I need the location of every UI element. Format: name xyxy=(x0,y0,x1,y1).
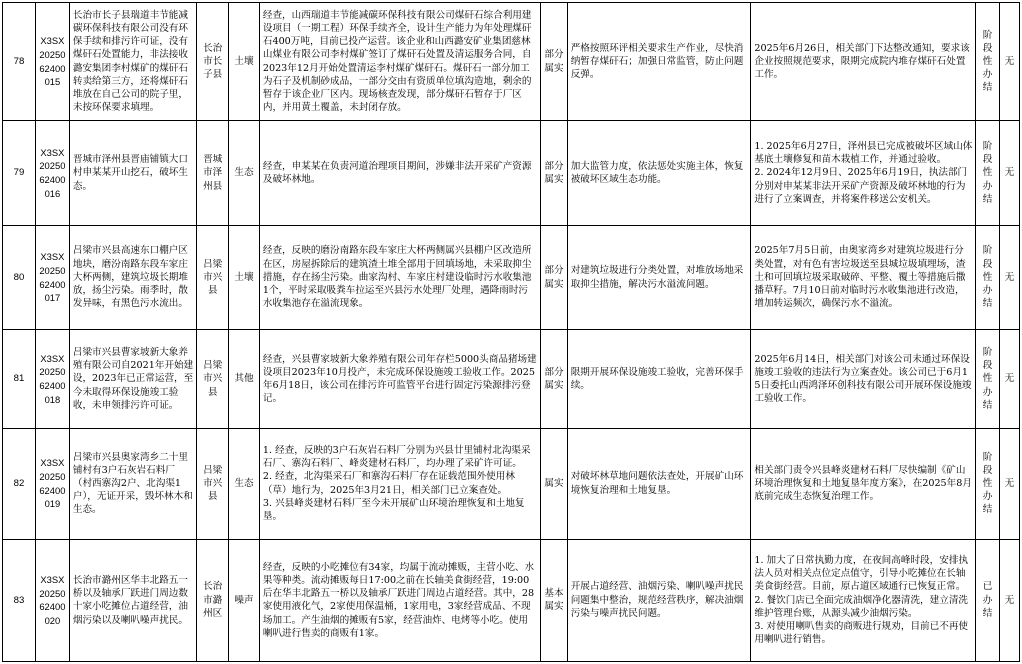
row-index: 79 xyxy=(3,121,36,226)
accountability-note: 无 xyxy=(999,225,1019,330)
row-index: 81 xyxy=(3,330,36,428)
administrative-area: 吕梁市兴县 xyxy=(197,330,229,428)
administrative-area: 晋城市泽州县 xyxy=(197,121,229,226)
verification-verdict: 部分属实 xyxy=(541,121,568,226)
completion-stage: 阶段性办结 xyxy=(976,225,999,330)
complaint-content: 吕梁市兴县曹家坡新大象养殖有限公司自2021年开始建设，2023年已正常运营，至今未取得环保设施竣工验收，未申领排污许可证。 xyxy=(69,330,196,428)
investigation-result: 1. 经查，反映的3户石灰岩石料厂分别为兴县廿里铺村北沟渠采石厂、寨沟石料厂、峰炎建材石料厂，均办理了采矿许可证。 2. 经查，北沟渠采石厂和寨沟石料厂存在证载范围外使用林（草）地行为，2025年3月21日，相关部门已立案查处。 3. 兴县峰炎建材石料厂至今未开展矿山环境治理恢复和土地复垦。 xyxy=(259,428,540,539)
complaint-table xyxy=(2,2,1020,662)
investigation-result: 经查，反映的磨汾南路东段车家庄大杯两侧属兴县棚户区改造所在区，房屋拆除后的建筑渣土堆全部用于回填场地，未采取抑尘措施，存在扬尘污染。曲家沟村、车家庄村建设临时污水收集池1个，平时采取吸粪车拉运至兴县污水处理厂处理，遇降雨时污水收集池存在溢流现象。 xyxy=(259,225,540,330)
completion-stage: 阶段性办结 xyxy=(976,428,999,539)
verification-verdict: 部分属实 xyxy=(541,330,568,428)
accountability-note: 无 xyxy=(999,330,1019,428)
completion-stage: 阶段性办结 xyxy=(976,121,999,226)
complaint-content: 长治市潞州区华丰北路五一桥以及轴承厂跃进门周边数十家小吃摊位占道经营，油烟污染以及喇叭噪声扰民。 xyxy=(69,539,196,661)
accountability-note: 无 xyxy=(999,3,1019,121)
handling-measures: 严格按照环评相关要求生产作业，尽快消纳暂存煤矸石；加强日常监管，防止问题反弹。 xyxy=(567,3,751,121)
pollution-type: 生态 xyxy=(229,428,260,539)
accountability-note: 无 xyxy=(999,121,1019,226)
case-code: X3SX2025062400016 xyxy=(35,121,69,226)
complaint-content: 长治市长子县瑞道丰节能减碳环保科技有限公司没有环保手续和排污许可证，没有煤矸石处置能力，非法接收潞安集团李村煤矿的煤矸石转卖给第三方，还将煤矸石堆放在自己公司的院子里，未按环保要求填埋。 xyxy=(69,3,196,121)
investigation-result: 经查，兴县曹家坡新大象养殖有限公司年存栏5000头商品猪场建设项目2023年10月投产，未完成环保设施竣工验收工作。2025年6月18日，该公司在排污许可监管平台进行固定污染源排污登记。 xyxy=(259,330,540,428)
administrative-area: 长治市长子县 xyxy=(197,3,229,121)
handling-measures: 对破坏林草地问题依法查处，开展矿山环境恢复治理和土地复垦。 xyxy=(567,428,751,539)
pollution-type: 噪声 xyxy=(229,539,260,661)
row-index: 80 xyxy=(3,225,36,330)
pollution-type: 其他 xyxy=(229,330,260,428)
administrative-area: 长治市潞州区 xyxy=(197,539,229,661)
case-code: X3SX2025062400018 xyxy=(35,330,69,428)
investigation-result: 经查，山西瑞道丰节能减碳环保科技有限公司煤矸石综合利用建设项目（一期工程）环保手续齐全，设计生产能力为年处理煤矸石400万吨，目前已投产运营。该企业和山西潞安矿业集团慈林山煤业有限公司李村煤矿签订了煤矸石处置及清运服务合同，自2023年12月开始处置清运李村煤矿煤矸石。煤矸石一部分加工为石子及机制砂成品，一部分交由有资质单位填沟造地，剩余的暂存于该企业厂区内。现场核查发现，部分煤矸石暂存于厂区内，并用黄土覆盖，未封闭存放。 xyxy=(259,3,540,121)
complaint-content: 晋城市泽州县晋庙铺镇大口村申某某开山挖石，破坏生态。 xyxy=(69,121,196,226)
pollution-type: 土壤 xyxy=(229,3,260,121)
rectification-progress: 1. 2025年6月27日，泽州县已完成被破坏区域山体基底土壤修复和苗木栽植工作，并通过验收。 2. 2024年12月9日、2025年6月19日，执法部门分别对申某某非法开采矿产资源及破坏林地的行为进行了立案调查，并将案件移送公安机关。 xyxy=(751,121,976,226)
pollution-type: 土壤 xyxy=(229,225,260,330)
accountability-note: 无 xyxy=(999,428,1019,539)
administrative-area: 吕梁市兴县 xyxy=(197,225,229,330)
verification-verdict: 部分属实 xyxy=(541,3,568,121)
handling-measures: 限期开展环保设施竣工验收，完善环保手续。 xyxy=(567,330,751,428)
row-index: 83 xyxy=(3,539,36,661)
completion-stage: 阶段性办结 xyxy=(976,3,999,121)
table-row xyxy=(3,539,1020,661)
verification-verdict: 基本属实 xyxy=(541,539,568,661)
case-code: X3SX2025062400019 xyxy=(35,428,69,539)
row-index: 82 xyxy=(3,428,36,539)
handling-measures: 开展占道经营、油烟污染、喇叭噪声扰民问题集中整治，规范经营秩序，解决油烟污染与噪声扰民问题。 xyxy=(567,539,751,661)
table-row xyxy=(3,428,1020,539)
verification-verdict: 属实 xyxy=(541,428,568,539)
verification-verdict: 部分属实 xyxy=(541,225,568,330)
rectification-progress: 2025年7月5日前，由奥家湾乡对建筑垃圾进行分类处置，对有色有害垃圾送至县城垃圾填埋场，渣土和可回填垃圾采取破碎、平整、覆土等措施后撒播草籽。7月10日前对临时污水收集池进行改造，增加转运频次，确保污水不溢流。 xyxy=(751,225,976,330)
complaint-content: 吕梁市兴县高速东口棚户区地块，磨汾南路东段车家庄大杯两侧，建筑垃圾长期堆放，扬尘污染。雨季时，散发异味，有黑色污水流出。 xyxy=(69,225,196,330)
case-code: X3SX2025062400017 xyxy=(35,225,69,330)
completion-stage: 阶段性办结 xyxy=(976,330,999,428)
investigation-result: 经查，申某某在负责河道治理项目期间，涉嫌非法开采矿产资源及破坏林地。 xyxy=(259,121,540,226)
table-row xyxy=(3,330,1020,428)
rectification-progress: 1. 加大了日常执勤力度，在夜间高峰时段，安排执法人员对相关点位定点值守，引导小吃摊位在长轴美食街经营。目前，原占道区域通行已恢复正常。 2. 餐饮门店已全面完成油烟净化器清洗，建立清洗维护管理台账，从源头减少油烟污染。 3. 对使用喇叭售卖的商贩进行规劝，目前已不再使用喇叭进行销售。 xyxy=(751,539,976,661)
completion-stage: 已办结 xyxy=(976,539,999,661)
handling-measures: 对建筑垃圾进行分类处置，对堆放场地采取抑尘措施，解决污水溢流问题。 xyxy=(567,225,751,330)
investigation-result: 经查，反映的小吃摊位有34家，均属于流动摊贩，主营小吃、水果等种类。流动摊贩每日17:00之前在长轴美食街经营，19:00后在华丰北路五一桥以及轴承厂跃进门周边占道经营。其中，28家使用液化气，2家使用保温桶，1家用电，3家经营成品、不现场加工。产生油烟的摊贩有5家，经营油炸、电烤等小吃。使用喇叭进行售卖的商贩有1家。 xyxy=(259,539,540,661)
pollution-type: 生态 xyxy=(229,121,260,226)
table-row xyxy=(3,121,1020,226)
case-code: X3SX2025062400015 xyxy=(35,3,69,121)
complaint-content: 吕梁市兴县奥家湾乡二十里铺村有3户石灰岩石料厂（村西寨沟2户、北沟渠1户），无证开采，毁坏林木和生态。 xyxy=(69,428,196,539)
accountability-note: 无 xyxy=(999,539,1019,661)
handling-measures: 加大监管力度，依法惩处实施主体，恢复被破坏区域生态功能。 xyxy=(567,121,751,226)
rectification-progress: 相关部门责令兴县峰炎建材石料厂尽快编制《矿山环境治理恢复和土地复垦年度方案》，在2025年8月底前完成生态恢复治理工作。 xyxy=(751,428,976,539)
case-code: X3SX2025062400020 xyxy=(35,539,69,661)
rectification-progress: 2025年6月14日，相关部门对该公司未通过环保设施竣工验收的违法行为立案查处。该公司已于6月15日委托山西鸿泽环创科技有限公司开展环保设施竣工验收工作。 xyxy=(751,330,976,428)
rectification-progress: 2025年6月26日，相关部门下达整改通知，要求该企业按照规范要求，限期完成院内堆存煤矸石处置工作。 xyxy=(751,3,976,121)
row-index: 78 xyxy=(3,3,36,121)
table-row xyxy=(3,3,1020,121)
administrative-area: 吕梁市兴县 xyxy=(197,428,229,539)
table-row xyxy=(3,225,1020,330)
